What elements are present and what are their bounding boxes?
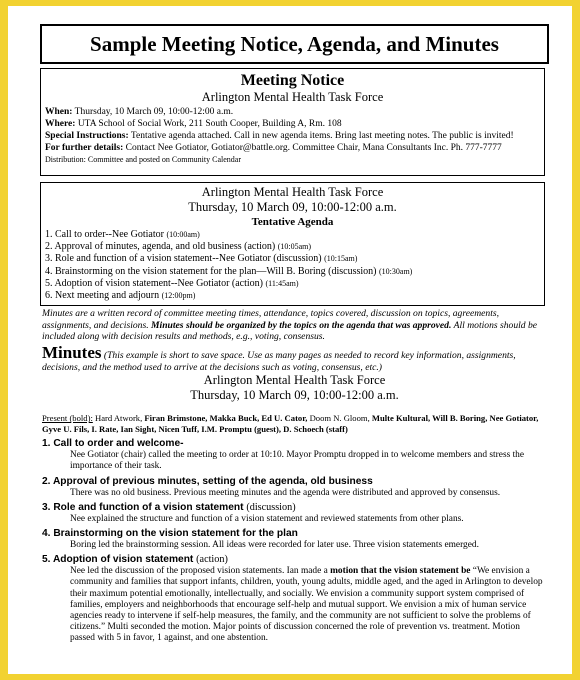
minutes-topic-body: There was no old business. Previous meeting minutes and the agenda were distributed and approved by consensus. — [70, 487, 501, 498]
notice-special: Special Instructions: Tentative agenda attached. Call in new agenda items. Bring last meeting notes. The public is invited! — [45, 131, 514, 141]
minutes-topic-heading: 1. Call to order and welcome- — [42, 438, 184, 450]
minutes-header — [42, 343, 547, 373]
notice-when: When: Thursday, 10 March 09, 10:00-12:00 a.m. — [45, 107, 234, 117]
agenda-box — [40, 182, 545, 306]
notice-distribution: Distribution: Committee and posted on Community Calendar — [45, 155, 241, 164]
minutes-topic-body: Nee led the discussion of the proposed vision statements. Ian made a motion that the vision statement be “We envision a community and families that support infants, children, youth, young adults, middle aged, and the aged in Arlington to develop their maximum potential emotionally, intellectually, and socially. We envision a community support system comprised of families, employers and neighborhoods that encourage self-help and mutual support. We envision a mix of human service agencies ready to intervene if self-help measures, the family, and the community are not sufficient to solve the problems of citizens.” Multi seconded the motion. Major points of discussion concerned the role of prevention vs. treatment. Motion passed with 5 in favor, 1 against, and one abstention. — [70, 566, 543, 644]
agenda-date: Thursday, 10 March 09, 10:00-12:00 a.m. — [188, 200, 397, 214]
minutes-date: Thursday, 10 March 09, 10:00-12:00 a.m. — [190, 388, 399, 403]
agenda-item: 2. Approval of minutes, agenda, and old business (action) (10:05am) — [45, 241, 312, 253]
minutes-topic-heading: 5. Adoption of vision statement (action) — [42, 554, 228, 566]
agenda-item: 1. Call to order--Nee Gotiator (10:00am) — [45, 229, 200, 240]
notice-heading: Meeting Notice — [240, 72, 345, 89]
agenda-item: 5. Adoption of vision statement--Nee Gotiator (action) (11:45am) — [45, 277, 299, 289]
minutes-topic-body: Nee explained the structure and function of a vision statement and reviewed statements from other plans. — [70, 513, 464, 524]
minutes-topic-heading: 4. Brainstorming on the vision statement for the plan — [42, 528, 298, 539]
agenda-item: 3. Role and function of a vision statement--Nee Gotiator (discussion) (10:15am) — [45, 253, 358, 265]
minutes-org: Arlington Mental Health Task Force — [203, 373, 386, 388]
notice-org: Arlington Mental Health Task Force — [201, 90, 384, 104]
agenda-org: Arlington Mental Health Task Force — [201, 185, 384, 199]
attendance-list: Present (bold): Hard Atwork, Firan Brimstone, Makka Buck, Ed U. Cator, Doom N. Gloom, Multe Kultural, Will B. Boring, Nee Gotiator, Gyve U. Fils, I. Rate, Ian Sight, Nicen Tuff, I.M. Promptu (guest), D. Schoech (staff) — [42, 413, 539, 435]
agenda-item: 4. Brainstorming on the vision statement for the plan—Will B. Boring (discussion) (10:30am) — [45, 265, 413, 277]
minutes-intro: Minutes are a written record of committee meeting times, attendance, topics covered, discussion on topics, agreements, assignments, and decisions. Minutes should be organized by the topics on the agenda that was approved. All motions should be included along with decision results and methods, e.g., voting, consensus. — [42, 308, 538, 343]
minutes-topic-heading: 3. Role and function of a vision statement (discussion) — [42, 501, 296, 513]
agenda-item: 6. Next meeting and adjourn (12:00pm) — [45, 290, 196, 302]
minutes-topic-heading: 2. Approval of previous minutes, setting of the agenda, old business — [42, 475, 373, 487]
minutes-note: (This example is short to save space. Use as many pages as needed to record key information, assignments, decisions, and the method used to arrive at the decisions such as voting, consensus, etc.) — [42, 350, 516, 373]
notice-where: Where: UTA School of Social Work, 211 South Cooper, Building A, Rm. 108 — [45, 119, 342, 129]
minutes-topic-body: Nee Gotiator (chair) called the meeting to order at 10:10. Mayor Promptu dropped in to welcome members and stress the importance of their task. — [70, 450, 525, 472]
minutes-section — [42, 343, 547, 645]
document-title: Sample Meeting Notice, Agenda, and Minutes — [40, 24, 549, 64]
meeting-notice-box — [40, 68, 545, 176]
notice-details: For further details: Contact Nee Gotiator, Gotiator@battle.org. Committee Chair, Mana Consultants Inc. Ph. 777-7777 — [45, 143, 502, 153]
document-page — [8, 6, 572, 674]
agenda-heading: Tentative Agenda — [251, 216, 334, 228]
minutes-heading: Minutes — [42, 343, 102, 362]
minutes-topic-body: Boring led the brainstorming session. All ideas were recorded for later use. Three vision statements emerged. — [70, 540, 479, 550]
